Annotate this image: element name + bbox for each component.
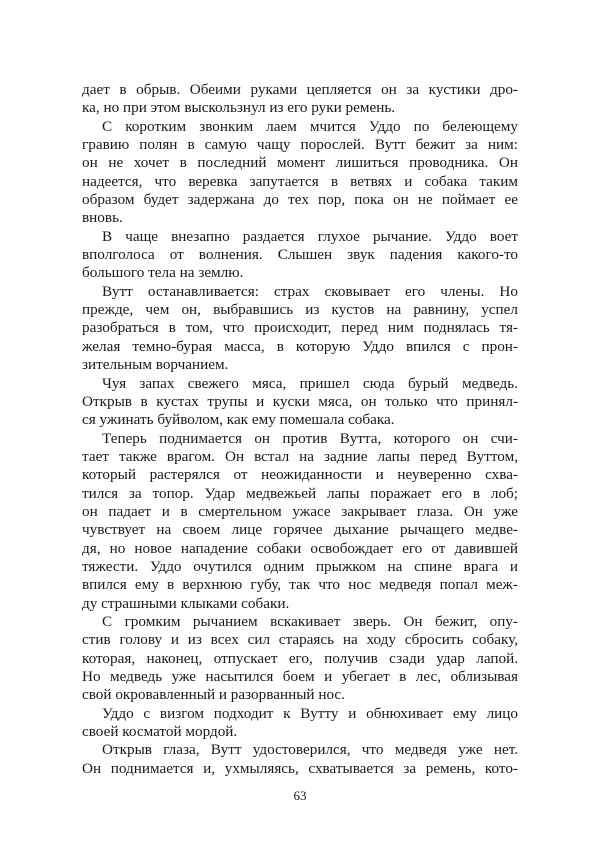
text-line-12: Вутт останавливается: страх сковывает его члены. Но [102,282,518,300]
text-line-21: тает также врагом. Он встал на задние лапы перед Вуттом, [82,447,518,465]
text-line-16: зительным ворчанием. [82,356,229,374]
text-line-30: С громким рычанием вскакивает зверь. Он бежит, опу- [102,612,518,630]
text-line-29: ду страшными клыками собаки. [82,594,290,612]
text-line-34: свой окровавленный и разорванный нос. [82,686,345,704]
text-line-38: Он поднимается и, ухмыляясь, схватывается за ремень, кото- [82,759,518,777]
text-line-1: дает в обрыв. Обеими руками цепляется он за кустики дро- [82,81,518,98]
text-line-23: тился за топор. Удар медвежьей лапы поражает его в лоб; [82,484,518,502]
text-line-19: ся ужинать буйволом, как ему помешала собака. [82,411,395,429]
text-line-20: Теперь поднимается он против Вутта, которого он счи- [102,429,518,447]
text-line-18: Открыв в кустах трупы и куски мяса, он только что принял- [82,392,518,410]
text-line-27: тяжести. Уддо очутился одним прыжком на спине врага и [82,557,518,575]
text-line-32: которая, наконец, отпускает его, получив сзади удар лапой. [82,649,518,667]
text-line-9: В чаще внезапно раздается глухое рычание. Уддо воет [102,227,518,245]
text-line-5: он не хочет в последний момент лишиться проводника. Он [82,154,518,172]
text-line-7: образом будет задержана до тех пор, пока он не поймает ее [82,191,518,209]
page-number: 63 [293,788,307,803]
text-line-4: гравию полян в самую чащу порослей. Вутт бежит за ним: [82,136,518,154]
text-line-17: Чуя запах свежего мяса, пришел сюда бурый медведь. [102,374,518,392]
text-line-8: вновь. [82,209,123,227]
text-line-11: большого тела на землю. [82,264,244,282]
text-line-37: Открыв глаза, Вутт удостоверился, что медведя уже нет. [102,741,518,759]
text-line-2: ка, но при этом выскользнул из его руки ремень. [82,99,396,117]
text-line-28: впился ему в верхнюю губу, так что нос медведя попал меж- [82,576,518,594]
text-line-25: чувствует на своем лице горячее дыхание рычащего медве- [82,521,518,539]
text-line-6: надеется, что веревка запутается в ветвях и собака таким [82,172,518,190]
text-line-33: Но медведь уже насытился боем и убегает в лес, облизывая [82,668,518,685]
text-line-31: стив голову и из всех сил стараясь на ходу сбросить собаку, [82,631,518,649]
text-line-22: который растерялся от неожиданности и неуверенно схва- [82,466,518,484]
text-line-14: разобраться в том, что происходит, перед ним поднялась тя- [82,319,518,337]
text-line-13: прежде, чем он, выбравшись из кустов на равнину, успел [82,301,518,319]
text-line-3: С коротким звонким лаем мчится Уддо по белеющему [102,117,518,135]
text-line-10: вполголоса от волнения. Слышен звук падения какого-то [82,246,518,264]
text-line-24: он падает и в смертельном ужасе закрывает глаза. Он уже [82,502,518,520]
text-line-15: желая темно-бурая масса, в которую Уддо впился с прон- [82,337,518,355]
book-page-text [82,81,518,778]
text-line-35: Уддо с визгом подходит к Вутту и обнюхивает ему лицо [102,704,518,722]
text-line-36: своей косматой мордой. [82,723,238,741]
text-line-26: дя, но новое нападение собаки освобождает его от давившей [82,539,518,557]
